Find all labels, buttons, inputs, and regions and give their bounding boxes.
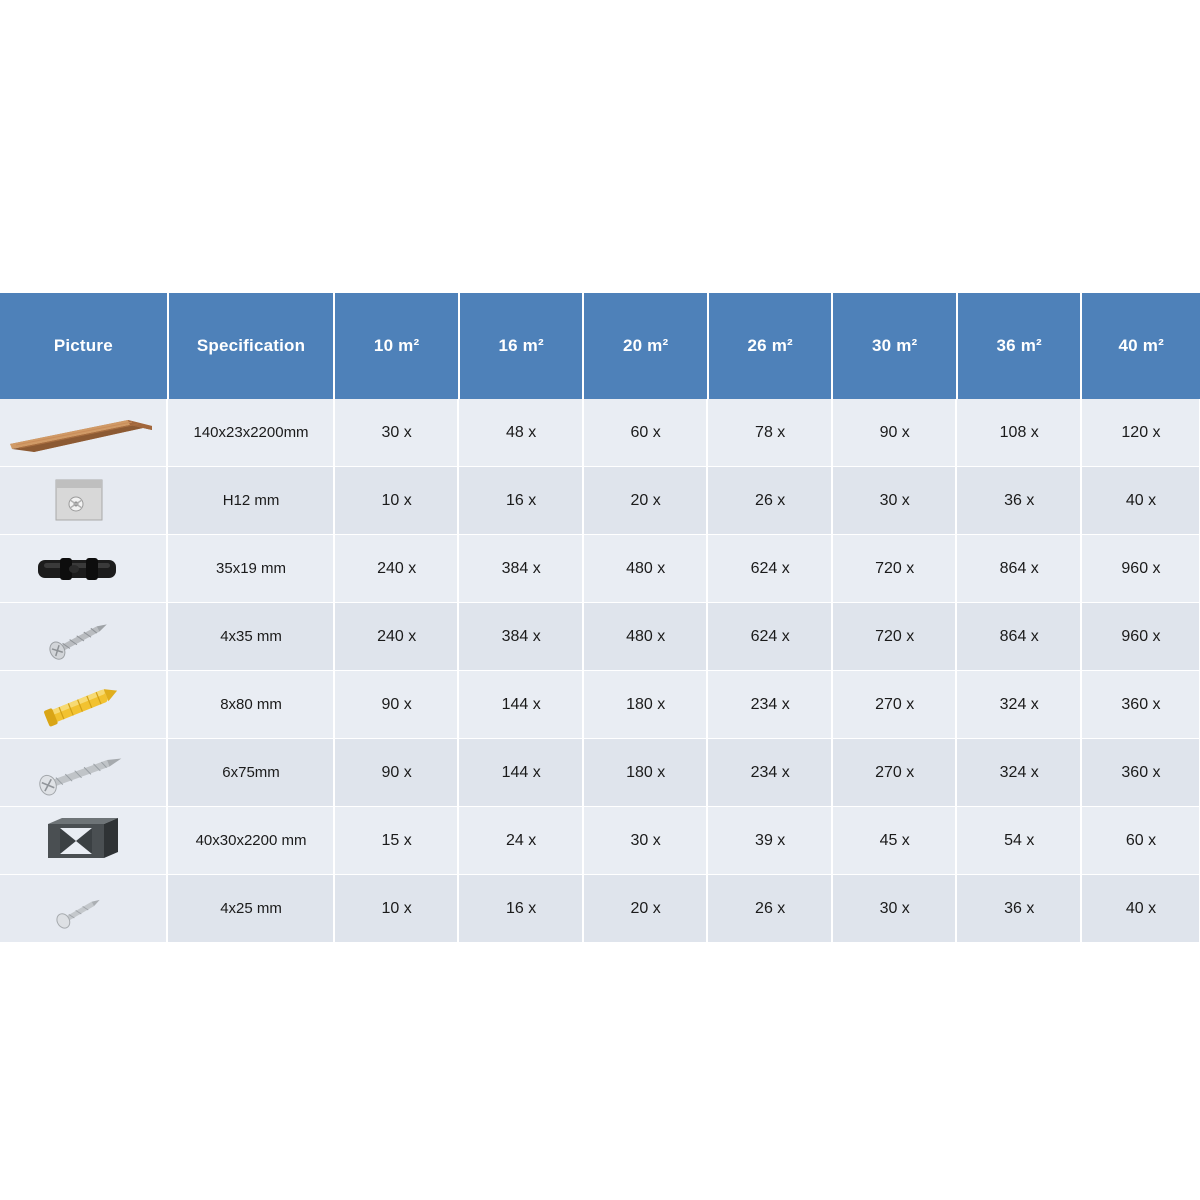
specification-cell: 4x25 mm bbox=[168, 875, 335, 943]
column-header-40m2: 40 m² bbox=[1081, 293, 1200, 399]
quantity-cell-10m2: 10 x bbox=[334, 467, 459, 535]
spec-table-container bbox=[0, 293, 1200, 943]
column-header-picture: Picture bbox=[0, 293, 168, 399]
quantity-cell-30m2: 30 x bbox=[832, 467, 957, 535]
joist-profile-icon bbox=[0, 808, 167, 873]
decking-kit-spec-table bbox=[0, 293, 1200, 943]
quantity-cell-16m2: 48 x bbox=[459, 399, 584, 467]
quantity-cell-16m2: 144 x bbox=[459, 671, 584, 739]
column-header-16m2: 16 m² bbox=[459, 293, 584, 399]
quantity-cell-40m2: 40 x bbox=[1081, 467, 1200, 535]
table-header-row bbox=[0, 293, 1200, 399]
quantity-cell-26m2: 234 x bbox=[708, 671, 833, 739]
column-header-30m2: 30 m² bbox=[832, 293, 957, 399]
quantity-cell-20m2: 60 x bbox=[583, 399, 708, 467]
quantity-cell-40m2: 60 x bbox=[1081, 807, 1200, 875]
quantity-cell-20m2: 180 x bbox=[583, 739, 708, 807]
quantity-cell-30m2: 90 x bbox=[832, 399, 957, 467]
specification-cell: 4x35 mm bbox=[168, 603, 335, 671]
quantity-cell-40m2: 360 x bbox=[1081, 671, 1200, 739]
quantity-cell-10m2: 10 x bbox=[334, 875, 459, 943]
picture-cell bbox=[0, 739, 168, 807]
table-row bbox=[0, 671, 1200, 739]
decking-board-icon bbox=[0, 400, 167, 465]
quantity-cell-26m2: 26 x bbox=[708, 875, 833, 943]
quantity-cell-20m2: 20 x bbox=[583, 467, 708, 535]
quantity-cell-30m2: 45 x bbox=[832, 807, 957, 875]
quantity-cell-16m2: 16 x bbox=[459, 467, 584, 535]
quantity-cell-20m2: 180 x bbox=[583, 671, 708, 739]
quantity-cell-26m2: 26 x bbox=[708, 467, 833, 535]
quantity-cell-30m2: 270 x bbox=[832, 671, 957, 739]
specification-cell: 140x23x2200mm bbox=[168, 399, 335, 467]
specification-cell: 35x19 mm bbox=[168, 535, 335, 603]
picture-cell bbox=[0, 603, 168, 671]
quantity-cell-36m2: 108 x bbox=[957, 399, 1082, 467]
table-row bbox=[0, 603, 1200, 671]
table-row bbox=[0, 807, 1200, 875]
black-clip-fastener-icon bbox=[0, 536, 167, 601]
quantity-cell-16m2: 24 x bbox=[459, 807, 584, 875]
quantity-cell-36m2: 36 x bbox=[957, 875, 1082, 943]
quantity-cell-30m2: 720 x bbox=[832, 535, 957, 603]
specification-cell: H12 mm bbox=[168, 467, 335, 535]
column-header-26m2: 26 m² bbox=[708, 293, 833, 399]
quantity-cell-40m2: 960 x bbox=[1081, 603, 1200, 671]
quantity-cell-36m2: 324 x bbox=[957, 739, 1082, 807]
quantity-cell-36m2: 324 x bbox=[957, 671, 1082, 739]
quantity-cell-36m2: 54 x bbox=[957, 807, 1082, 875]
table-row bbox=[0, 875, 1200, 943]
quantity-cell-16m2: 144 x bbox=[459, 739, 584, 807]
long-screw-icon bbox=[0, 740, 167, 805]
quantity-cell-16m2: 16 x bbox=[459, 875, 584, 943]
column-header-10m2: 10 m² bbox=[334, 293, 459, 399]
quantity-cell-10m2: 15 x bbox=[334, 807, 459, 875]
picture-cell bbox=[0, 807, 168, 875]
quantity-cell-26m2: 624 x bbox=[708, 603, 833, 671]
column-header-36m2: 36 m² bbox=[957, 293, 1082, 399]
small-screw-icon bbox=[0, 604, 167, 669]
picture-cell bbox=[0, 535, 168, 603]
specification-cell: 40x30x2200 mm bbox=[168, 807, 335, 875]
table-row bbox=[0, 739, 1200, 807]
quantity-cell-10m2: 240 x bbox=[334, 535, 459, 603]
quantity-cell-40m2: 960 x bbox=[1081, 535, 1200, 603]
table-row bbox=[0, 467, 1200, 535]
column-header-20m2: 20 m² bbox=[583, 293, 708, 399]
quantity-cell-16m2: 384 x bbox=[459, 603, 584, 671]
quantity-cell-40m2: 120 x bbox=[1081, 399, 1200, 467]
picture-cell bbox=[0, 875, 168, 943]
tiny-screw-icon bbox=[0, 876, 167, 941]
quantity-cell-26m2: 39 x bbox=[708, 807, 833, 875]
quantity-cell-20m2: 480 x bbox=[583, 603, 708, 671]
quantity-cell-30m2: 30 x bbox=[832, 875, 957, 943]
specification-cell: 6x75mm bbox=[168, 739, 335, 807]
column-header-specification: Specification bbox=[168, 293, 335, 399]
picture-cell bbox=[0, 399, 168, 467]
quantity-cell-36m2: 864 x bbox=[957, 603, 1082, 671]
yellow-wall-plug-icon bbox=[0, 672, 167, 737]
quantity-cell-30m2: 720 x bbox=[832, 603, 957, 671]
specification-cell: 8x80 mm bbox=[168, 671, 335, 739]
quantity-cell-10m2: 90 x bbox=[334, 739, 459, 807]
quantity-cell-10m2: 90 x bbox=[334, 671, 459, 739]
quantity-cell-40m2: 360 x bbox=[1081, 739, 1200, 807]
table-header bbox=[0, 293, 1200, 399]
quantity-cell-16m2: 384 x bbox=[459, 535, 584, 603]
table-row bbox=[0, 535, 1200, 603]
picture-cell bbox=[0, 671, 168, 739]
quantity-cell-26m2: 78 x bbox=[708, 399, 833, 467]
table-row bbox=[0, 399, 1200, 467]
quantity-cell-36m2: 864 x bbox=[957, 535, 1082, 603]
quantity-cell-40m2: 40 x bbox=[1081, 875, 1200, 943]
height-spacer-pad-icon bbox=[0, 468, 167, 533]
table-body bbox=[0, 399, 1200, 943]
quantity-cell-20m2: 30 x bbox=[583, 807, 708, 875]
quantity-cell-20m2: 480 x bbox=[583, 535, 708, 603]
quantity-cell-10m2: 30 x bbox=[334, 399, 459, 467]
quantity-cell-20m2: 20 x bbox=[583, 875, 708, 943]
quantity-cell-26m2: 624 x bbox=[708, 535, 833, 603]
picture-cell bbox=[0, 467, 168, 535]
quantity-cell-30m2: 270 x bbox=[832, 739, 957, 807]
quantity-cell-26m2: 234 x bbox=[708, 739, 833, 807]
quantity-cell-10m2: 240 x bbox=[334, 603, 459, 671]
quantity-cell-36m2: 36 x bbox=[957, 467, 1082, 535]
